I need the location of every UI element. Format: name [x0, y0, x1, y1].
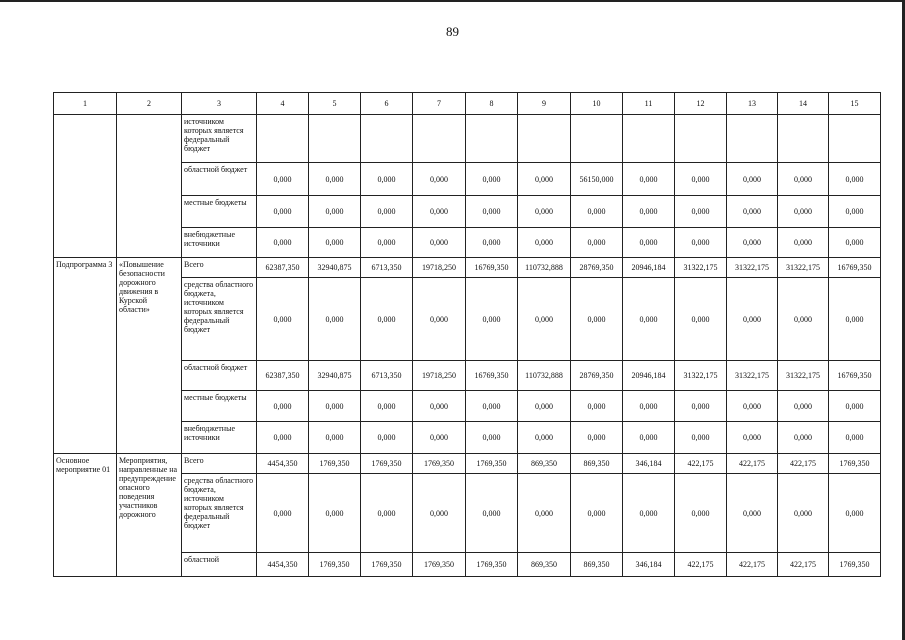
header-cell: 10 [571, 93, 623, 115]
value-cell: 0,000 [413, 278, 466, 361]
value-cell: 0,000 [413, 228, 466, 258]
value-cell: 1769,350 [466, 454, 518, 474]
value-cell: 0,000 [518, 196, 571, 228]
value-cell: 0,000 [829, 474, 881, 553]
value-cell: 31322,175 [727, 361, 778, 391]
value-cell: 4454,350 [257, 454, 309, 474]
value-cell: 0,000 [361, 422, 413, 454]
value-cell: 0,000 [466, 163, 518, 196]
value-cell: 20946,184 [623, 258, 675, 278]
value-cell: 1769,350 [309, 454, 361, 474]
value-cell: 56150,000 [571, 163, 623, 196]
value-cell: 0,000 [309, 163, 361, 196]
table-header-row [54, 93, 881, 115]
header-cell: 2 [117, 93, 182, 115]
value-cell: 0,000 [361, 163, 413, 196]
value-cell: 31322,175 [727, 258, 778, 278]
value-cell: 0,000 [466, 228, 518, 258]
value-cell: 0,000 [309, 391, 361, 422]
funding-source-cell: Всего [182, 258, 257, 278]
value-cell: 0,000 [623, 196, 675, 228]
value-cell: 0,000 [518, 228, 571, 258]
value-cell: 19718,250 [413, 258, 466, 278]
value-cell: 0,000 [309, 196, 361, 228]
value-cell: 0,000 [257, 278, 309, 361]
value-cell: 0,000 [829, 228, 881, 258]
table-row [54, 454, 881, 474]
value-cell: 0,000 [309, 422, 361, 454]
value-cell: 0,000 [829, 196, 881, 228]
value-cell: 869,350 [571, 553, 623, 577]
value-cell: 0,000 [829, 163, 881, 196]
value-cell: 31322,175 [778, 361, 829, 391]
value-cell: 0,000 [623, 163, 675, 196]
program-title-cell: «Повышение безопасности дорожного движения в Курской области» [117, 258, 182, 454]
value-cell: 0,000 [257, 474, 309, 553]
value-cell: 0,000 [466, 474, 518, 553]
value-cell: 0,000 [413, 196, 466, 228]
value-cell: 346,184 [623, 553, 675, 577]
value-cell: 0,000 [623, 391, 675, 422]
value-cell: 1769,350 [361, 454, 413, 474]
value-cell: 0,000 [361, 474, 413, 553]
value-cell: 16769,350 [829, 258, 881, 278]
value-cell: 20946,184 [623, 361, 675, 391]
value-cell: 0,000 [778, 196, 829, 228]
header-cell: 12 [675, 93, 727, 115]
value-cell: 0,000 [257, 422, 309, 454]
header-cell: 4 [257, 93, 309, 115]
value-cell: 31322,175 [675, 361, 727, 391]
header-cell: 14 [778, 93, 829, 115]
value-cell [413, 115, 466, 163]
value-cell: 0,000 [257, 196, 309, 228]
value-cell: 0,000 [623, 474, 675, 553]
value-cell: 0,000 [413, 422, 466, 454]
value-cell: 19718,250 [413, 361, 466, 391]
funding-source-cell: местные бюджеты [182, 391, 257, 422]
header-cell: 8 [466, 93, 518, 115]
funding-source-cell: областной [182, 553, 257, 577]
header-cell: 13 [727, 93, 778, 115]
value-cell: 0,000 [727, 278, 778, 361]
value-cell: 0,000 [257, 228, 309, 258]
funding-source-cell: областной бюджет [182, 163, 257, 196]
value-cell: 62387,350 [257, 361, 309, 391]
value-cell: 0,000 [829, 422, 881, 454]
value-cell: 0,000 [727, 422, 778, 454]
program-name-cell: Основное мероприятие 01 [54, 454, 117, 577]
value-cell: 0,000 [571, 278, 623, 361]
value-cell: 0,000 [727, 228, 778, 258]
funding-source-cell: внебюджетные источники [182, 422, 257, 454]
value-cell: 0,000 [778, 422, 829, 454]
value-cell: 0,000 [518, 422, 571, 454]
table-row [54, 115, 881, 163]
page-number: 89 [446, 24, 459, 39]
value-cell: 869,350 [571, 454, 623, 474]
value-cell [309, 115, 361, 163]
value-cell: 0,000 [778, 163, 829, 196]
header-cell: 3 [182, 93, 257, 115]
value-cell: 0,000 [778, 228, 829, 258]
value-cell: 0,000 [257, 391, 309, 422]
value-cell: 0,000 [675, 278, 727, 361]
funding-source-cell: средства областного бюджета, источником которых является федеральный бюджет [182, 278, 257, 361]
value-cell: 0,000 [413, 163, 466, 196]
value-cell: 0,000 [571, 391, 623, 422]
value-cell: 0,000 [571, 196, 623, 228]
value-cell: 0,000 [361, 196, 413, 228]
value-cell: 1769,350 [413, 454, 466, 474]
value-cell: 0,000 [727, 391, 778, 422]
value-cell: 110732,888 [518, 361, 571, 391]
value-cell: 869,350 [518, 454, 571, 474]
value-cell: 0,000 [466, 196, 518, 228]
value-cell: 0,000 [518, 474, 571, 553]
value-cell: 1769,350 [361, 553, 413, 577]
value-cell: 16769,350 [466, 258, 518, 278]
value-cell: 16769,350 [466, 361, 518, 391]
header-cell: 9 [518, 93, 571, 115]
value-cell: 346,184 [623, 454, 675, 474]
header-cell: 1 [54, 93, 117, 115]
value-cell: 422,175 [778, 553, 829, 577]
value-cell: 6713,350 [361, 361, 413, 391]
value-cell: 0,000 [778, 474, 829, 553]
value-cell: 110732,888 [518, 258, 571, 278]
funding-source-cell: внебюджетные источники [182, 228, 257, 258]
value-cell: 4454,350 [257, 553, 309, 577]
value-cell: 0,000 [571, 474, 623, 553]
value-cell: 0,000 [829, 278, 881, 361]
value-cell: 0,000 [466, 422, 518, 454]
program-name-cell [54, 115, 117, 258]
header-cell: 11 [623, 93, 675, 115]
value-cell: 28769,350 [571, 258, 623, 278]
value-cell: 0,000 [623, 228, 675, 258]
value-cell: 0,000 [309, 474, 361, 553]
value-cell: 869,350 [518, 553, 571, 577]
value-cell: 1769,350 [413, 553, 466, 577]
value-cell: 422,175 [778, 454, 829, 474]
value-cell: 0,000 [361, 228, 413, 258]
value-cell: 0,000 [257, 163, 309, 196]
value-cell: 0,000 [675, 422, 727, 454]
header-cell: 5 [309, 93, 361, 115]
program-title-cell: Мероприятия, направленные на предупреждение опасного поведения участников дорожного [117, 454, 182, 577]
value-cell [361, 115, 413, 163]
program-name-cell: Подпрограмма 3 [54, 258, 117, 454]
value-cell: 0,000 [571, 228, 623, 258]
value-cell: 0,000 [361, 391, 413, 422]
funding-source-cell: областной бюджет [182, 361, 257, 391]
value-cell: 62387,350 [257, 258, 309, 278]
value-cell: 0,000 [675, 163, 727, 196]
value-cell: 0,000 [675, 196, 727, 228]
value-cell: 31322,175 [778, 258, 829, 278]
budget-table [53, 92, 881, 577]
value-cell: 1769,350 [829, 553, 881, 577]
funding-source-cell: источником которых является федеральный бюджет [182, 115, 257, 163]
value-cell [829, 115, 881, 163]
value-cell: 422,175 [727, 553, 778, 577]
value-cell [257, 115, 309, 163]
value-cell: 0,000 [518, 391, 571, 422]
header-cell: 6 [361, 93, 413, 115]
value-cell: 0,000 [829, 391, 881, 422]
value-cell [727, 115, 778, 163]
value-cell: 0,000 [518, 278, 571, 361]
value-cell: 32940,875 [309, 258, 361, 278]
funding-source-cell: местные бюджеты [182, 196, 257, 228]
value-cell [518, 115, 571, 163]
value-cell: 0,000 [675, 474, 727, 553]
value-cell: 0,000 [413, 474, 466, 553]
value-cell [571, 115, 623, 163]
value-cell: 0,000 [571, 422, 623, 454]
value-cell: 28769,350 [571, 361, 623, 391]
header-cell: 7 [413, 93, 466, 115]
value-cell: 0,000 [309, 278, 361, 361]
value-cell: 1769,350 [829, 454, 881, 474]
funding-source-cell: средства областного бюджета, источником которых является федеральный бюджет [182, 474, 257, 553]
value-cell: 0,000 [623, 422, 675, 454]
value-cell: 0,000 [466, 278, 518, 361]
value-cell: 0,000 [778, 278, 829, 361]
header-cell: 15 [829, 93, 881, 115]
value-cell: 0,000 [361, 278, 413, 361]
value-cell: 1769,350 [309, 553, 361, 577]
funding-source-cell: Всего [182, 454, 257, 474]
value-cell: 0,000 [778, 391, 829, 422]
value-cell: 0,000 [623, 278, 675, 361]
value-cell [675, 115, 727, 163]
value-cell: 16769,350 [829, 361, 881, 391]
value-cell: 31322,175 [675, 258, 727, 278]
value-cell: 0,000 [727, 196, 778, 228]
value-cell: 0,000 [675, 391, 727, 422]
value-cell: 422,175 [727, 454, 778, 474]
value-cell: 422,175 [675, 454, 727, 474]
value-cell [778, 115, 829, 163]
value-cell: 0,000 [727, 474, 778, 553]
value-cell: 0,000 [727, 163, 778, 196]
program-title-cell [117, 115, 182, 258]
value-cell: 6713,350 [361, 258, 413, 278]
value-cell: 0,000 [466, 391, 518, 422]
value-cell: 0,000 [309, 228, 361, 258]
table-row [54, 258, 881, 278]
value-cell: 422,175 [675, 553, 727, 577]
value-cell: 1769,350 [466, 553, 518, 577]
value-cell [466, 115, 518, 163]
value-cell: 32940,875 [309, 361, 361, 391]
value-cell: 0,000 [675, 228, 727, 258]
value-cell [623, 115, 675, 163]
value-cell: 0,000 [518, 163, 571, 196]
value-cell: 0,000 [413, 391, 466, 422]
